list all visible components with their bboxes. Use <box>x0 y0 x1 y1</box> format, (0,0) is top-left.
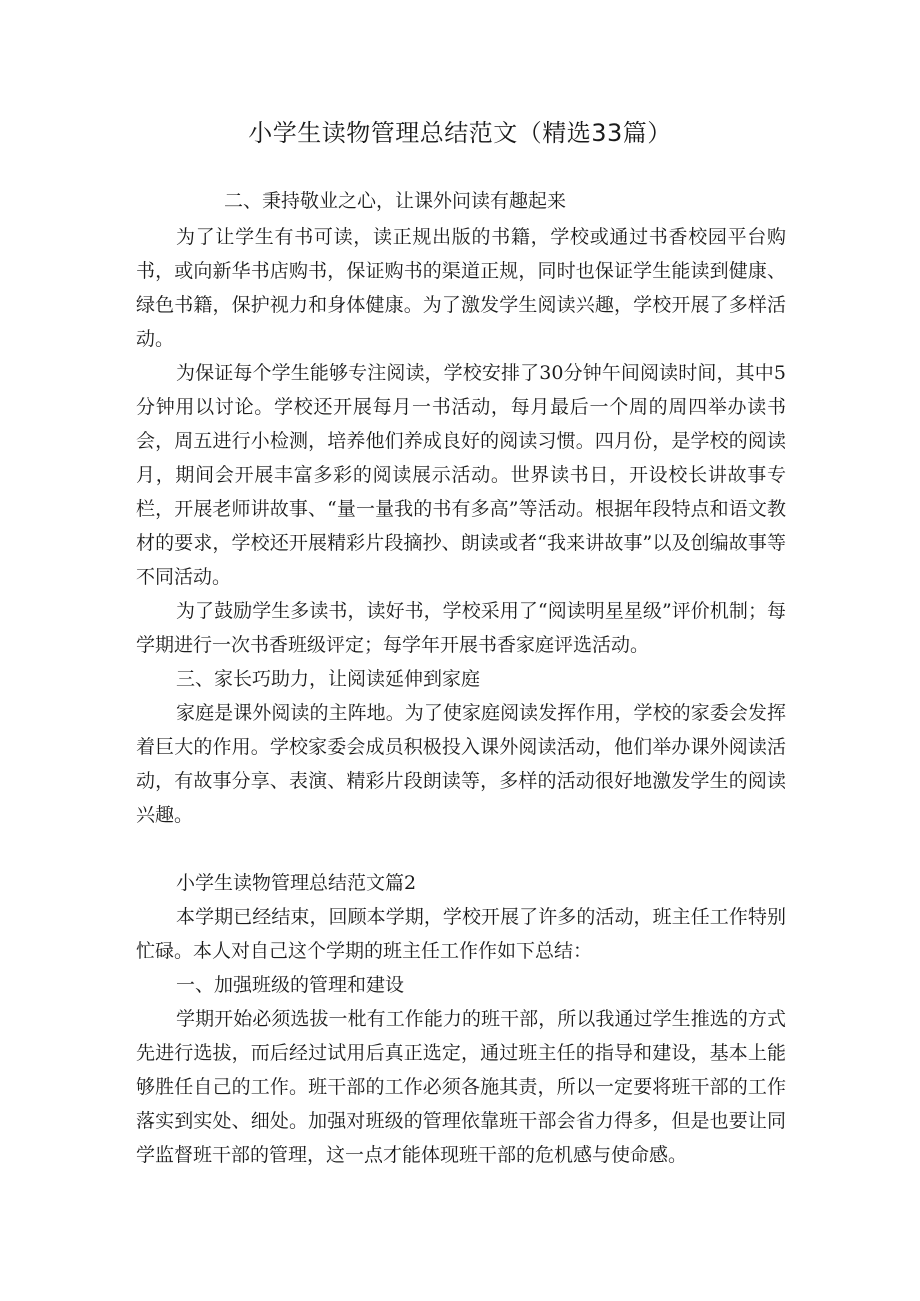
paragraph-evaluation: 为了鼓励学生多读书，读好书，学校采用了“阅读明星星级”评价机制；每学期进行一次书香班级评定；每学年开展书香家庭评选活动。 <box>136 600 786 656</box>
section-heading-1: 一、加强班级的管理和建设 <box>176 974 405 996</box>
document-title: 小学生读物管理总结范文（精选33篇） <box>248 119 672 147</box>
section-heading-3: 三、家长巧助力，让阅读延伸到家庭 <box>176 668 481 690</box>
section-heading-2: 二、秉持敬业之心，让课外问读有趣起来 <box>224 190 567 212</box>
paragraph-family-reading: 家庭是课外阅读的主阵地。为了使家庭阅读发挥作用，学校的家委会发挥着巨大的作用。学校家委会成员积极投入课外阅读活动，他们举办课外阅读活动，有故事分享、表演、精彩片段朗读等，多样的活动很好地激发学生的阅读兴趣。 <box>136 702 786 826</box>
paragraph-book-purchase: 为了让学生有书可读，读正规出版的书籍，学校或通过书香校园平台购书，或向新华书店购书，保证购书的渠道正规，同时也保证学生能读到健康、绿色书籍，保护视力和身体健康。为了激发学生阅读兴趣，学校开展了多样活动。 <box>136 226 786 350</box>
paragraph-class-cadres: 学期开始必须选拔一枇有工作能力的班干部，所以我通过学生推选的方式先进行选拔，而后经过试用后真正选定，通过班主任的指导和建设，基本上能够胜任自己的工作。班干部的工作必须各施其责，所以一定要将班干部的工作落实到实处、细处。加强对班级的管理依靠班干部会省力得多，但是也要让同学监督班干部的管理，这一点才能体现班干部的危机感与使命感。 <box>136 1008 786 1166</box>
paragraph-reading-time: 为保证每个学生能够专注阅读，学校安排了30分钟午间阅读时间，其中5分钟用以讨论。学校还开展每月一书活动，每月最后一个周的周四举办读书会，周五进行小检测，培养他们养成良好的阅读习惯。四月份，是学校的阅读月，期间会开展丰富多彩的阅读展示活动。世界读书日，开设校长讲故事专栏，开展老师讲故事、“量一量我的书有多高”等活动。根据年段特点和语文教材的要求，学校还开展精彩片段摘抄、朗读或者“我来讲故事”以及创编故事等不同活动。 <box>136 362 786 588</box>
paragraph-semester-review: 本学期已经结束，回顾本学期，学校开展了许多的活动，班主任工作特别忙碌。本人对自己这个学期的班主任工作作如下总结： <box>136 906 786 962</box>
article-heading-2: 小学生读物管理总结范文篇2 <box>176 872 417 894</box>
